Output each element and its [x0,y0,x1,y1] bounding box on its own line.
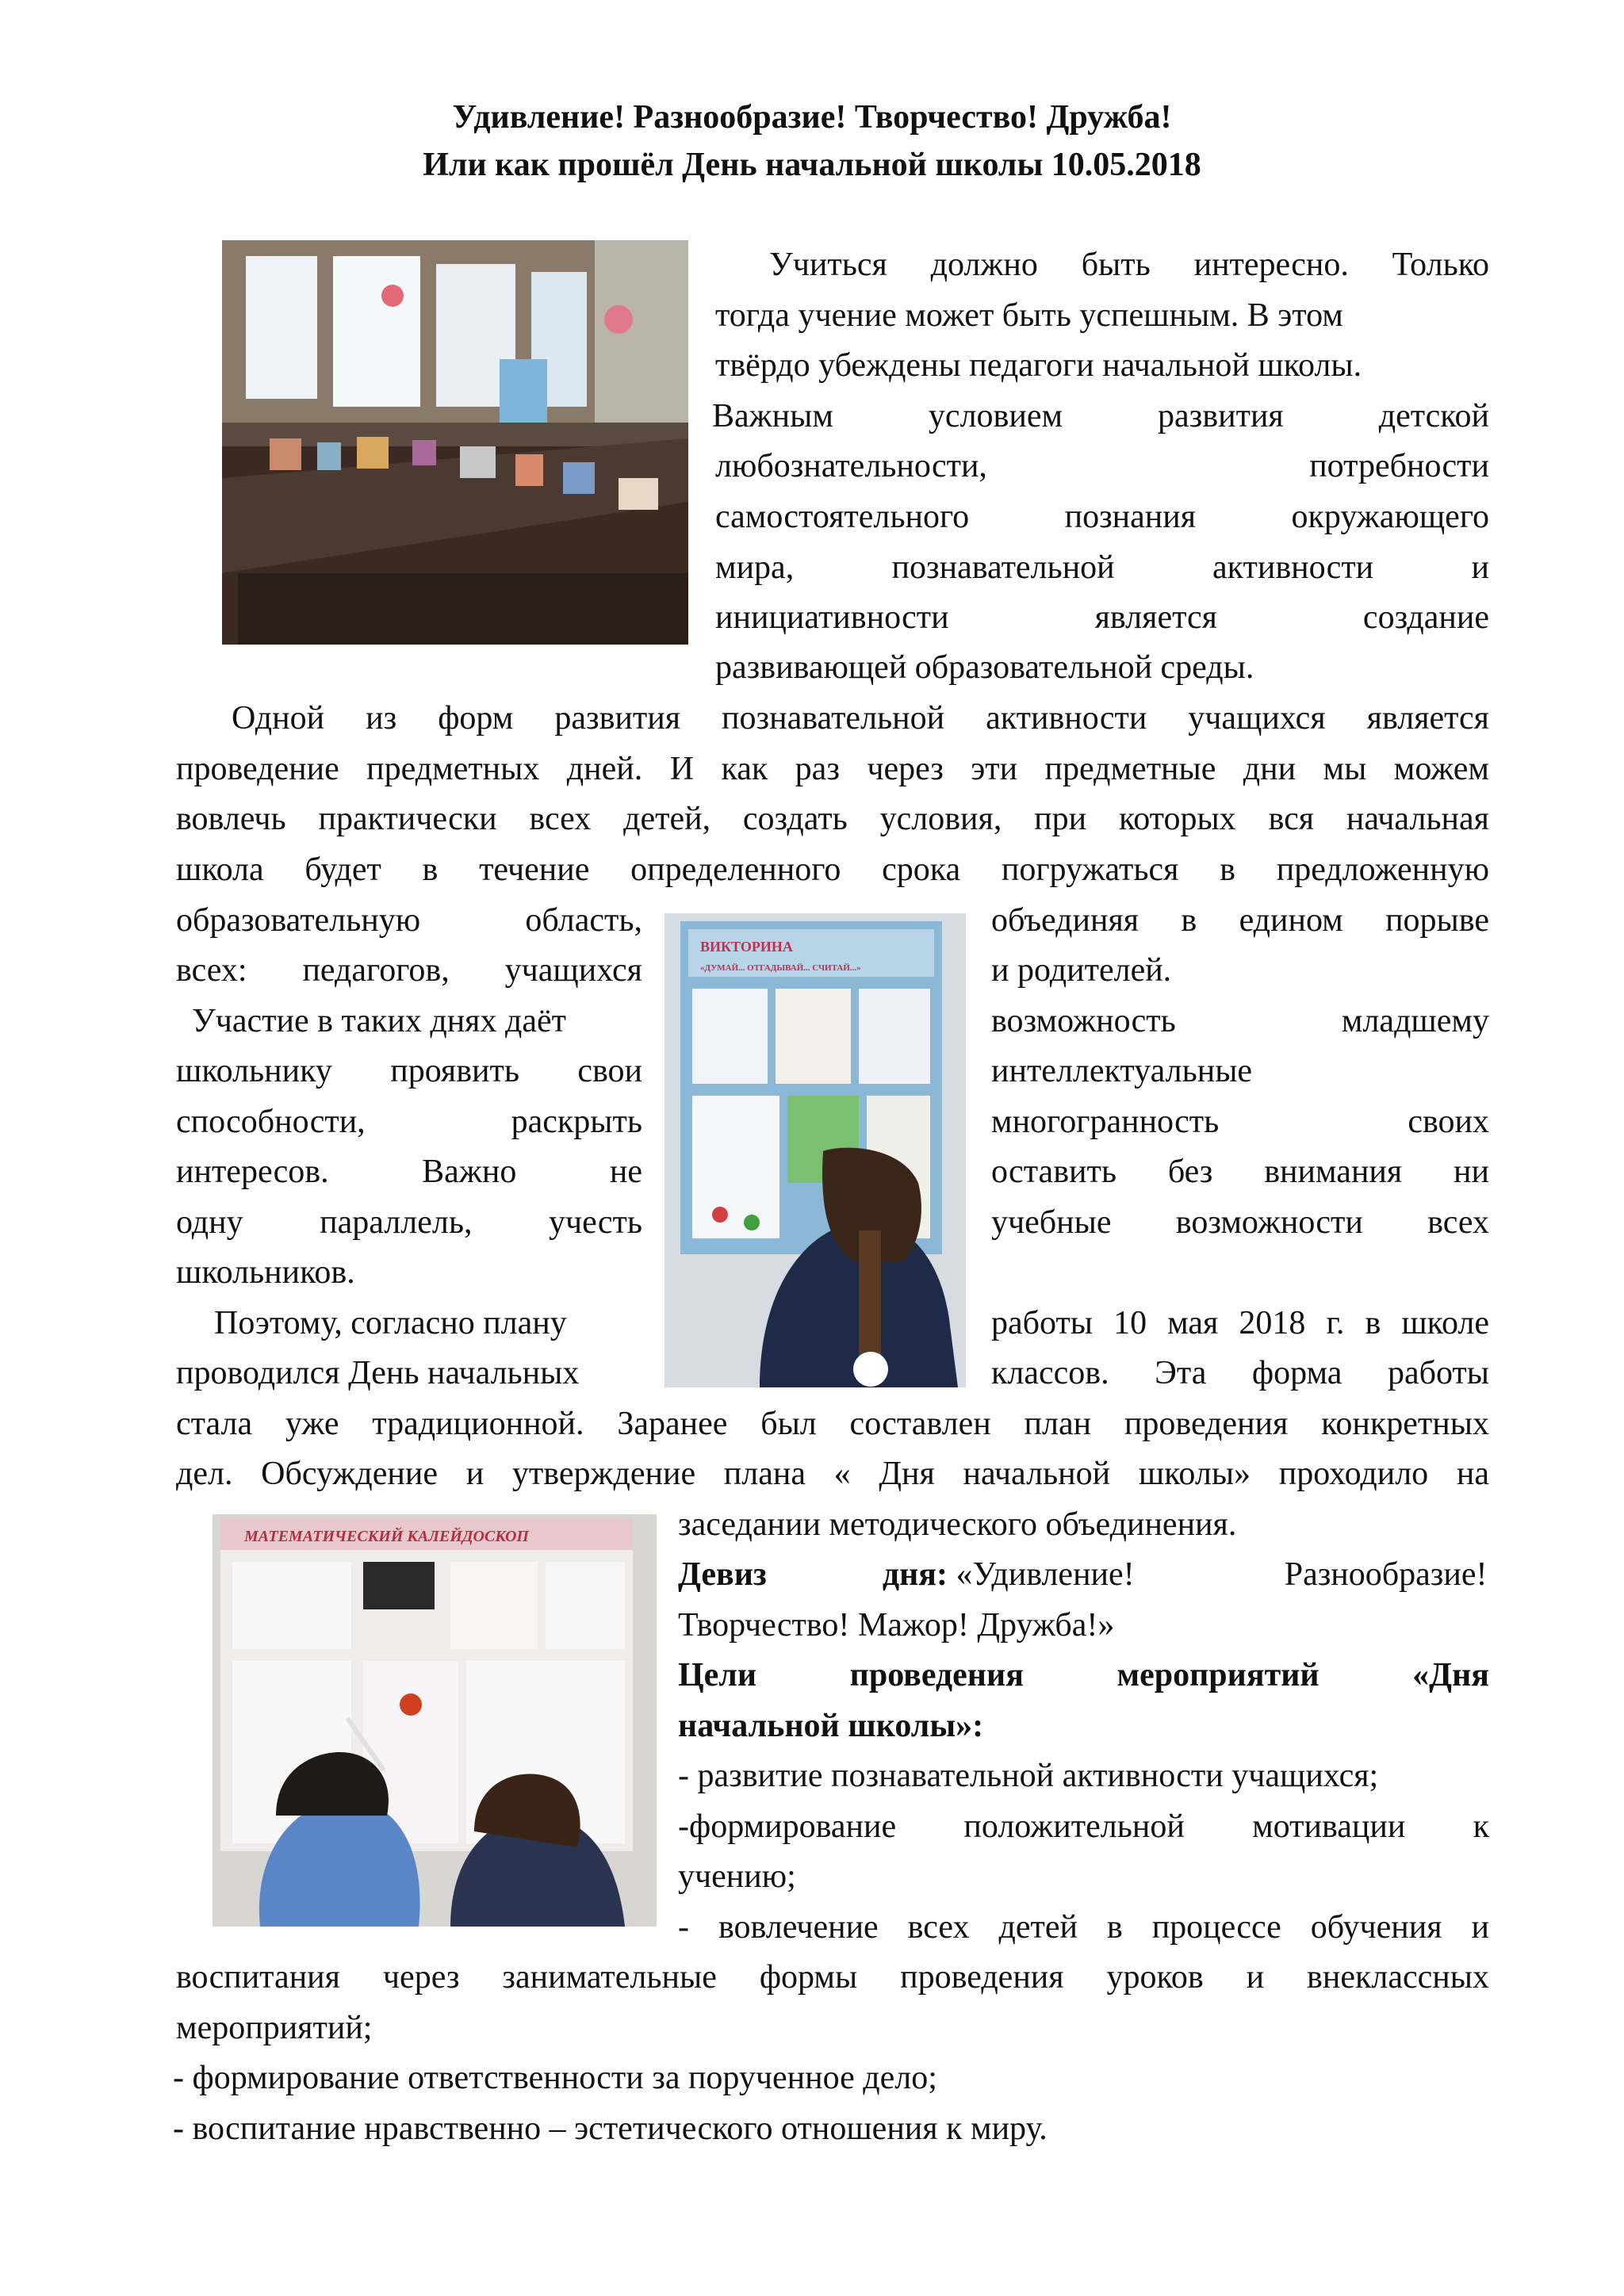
paragraph-line: одну параллель, учесть [176,1204,642,1241]
goal-item: - воспитание нравственно – эстетического отношения к миру. [173,2110,1048,2147]
title-line-2: Или как прошёл День начальной школы 10.05.2018 [423,147,1201,183]
paragraph-line: учебные возможности всех [991,1204,1489,1241]
paragraph-line: школьников. [176,1254,355,1291]
paragraph-line: и родителей. [991,952,1172,989]
paragraph-line: проведение предметных дней. И как раз через эти предметные дни мы можем [176,751,1489,787]
intro-line: любознательности, потребности [715,448,1489,484]
paragraph-line: мероприятий; [176,2010,373,2046]
goal-item: - вовлечение всех детей в процессе обучения и [678,1909,1489,1946]
goals-heading: Цели проведения мероприятий «Дня [678,1657,1489,1693]
paragraph-line: всех: педагогов, учащихся [176,952,642,989]
paragraph-line: воспитания через занимательные формы проведения уроков и внеклассных [176,1959,1489,1996]
goals-heading-2: начальной школы»: [678,1708,984,1744]
paragraph-line: Участие в таких днях даёт [192,1003,567,1039]
goal-item: учению; [678,1858,796,1895]
paragraph-line: Поэтому, согласно плану [214,1305,567,1341]
paragraph-line: оставить без внимания ни [991,1154,1489,1190]
quiz-poster-heading-2: «ДУМАЙ... ОТГАДЫВАЙ... СЧИТАЙ...» [700,963,861,973]
intro-line: мира, познавательной активности и [715,549,1489,586]
paragraph-line: проводился День начальных [176,1355,580,1391]
paragraph-line: дел. Обсуждение и утверждение плана « Дня начальной школы» проходило на [176,1456,1489,1492]
paragraph-line: образовательную область, [176,902,642,939]
goal-item: -формирование положительной мотивации к [678,1808,1489,1845]
paragraph-line: возможность младшему [991,1003,1489,1039]
math-poster-heading: МАТЕМАТИЧЕСКИЙ КАЛЕЙДОСКОП [244,1528,529,1545]
motto-label: Девиз дня: [678,1556,948,1593]
paragraph-line: работы 10 мая 2018 г. в школе [991,1305,1489,1341]
math-poster-photo [213,1514,657,1927]
quiz-poster-heading-1: ВИКТОРИНА [700,939,793,955]
goal-item: - формирование ответственности за порученное дело; [173,2060,937,2096]
intro-line: твёрдо убеждены педагоги начальной школы. [715,347,1362,384]
paragraph-line: интеллектуальные [991,1053,1253,1089]
paragraph-line: вовлечь практически всех детей, создать условия, при которых вся начальная [176,801,1489,837]
paragraph-line: школа будет в течение определенного срока погружаться в предложенную [176,851,1489,888]
paragraph-line: школьнику проявить свои [176,1053,642,1089]
paragraph-line: объединяя в едином порыве [991,902,1489,939]
motto-line-2: Творчество! Мажор! Дружба!» [678,1607,1115,1644]
intro-line: Важным условием развития детской [712,398,1489,434]
paragraph-line: многогранность своих [991,1104,1489,1140]
paragraph-line: классов. Эта форма работы [991,1355,1489,1391]
paragraph-line: интересов. Важно не [176,1154,642,1190]
paragraph-line: стала уже традиционной. Заранее был составлен план проведения конкретных [176,1406,1489,1442]
title-line-1: Удивление! Разнообразие! Творчество! Дружба! [452,99,1172,136]
motto-line [678,1551,1489,1598]
motto-text: «Удивление! Разнообразие! [956,1556,1488,1593]
intro-line: инициативности является создание [715,599,1489,636]
page-title [0,94,1624,189]
paragraph-line: Одной из форм развития познавательной активности учащихся является [232,700,1489,737]
intro-line: развивающей образовательной среды. [715,649,1254,686]
classroom-photo [222,240,688,645]
goal-item: - развитие познавательной активности учащихся; [678,1758,1379,1794]
intro-line: тогда учение может быть успешным. В этом [715,297,1343,334]
paragraph-line: заседании методического объединения. [678,1506,1237,1543]
quiz-poster-photo [665,913,966,1387]
intro-line: самостоятельного познания окружающего [715,499,1489,535]
intro-line: Учиться должно быть интересно. Только [769,247,1489,283]
paragraph-line: способности, раскрыть [176,1104,642,1140]
